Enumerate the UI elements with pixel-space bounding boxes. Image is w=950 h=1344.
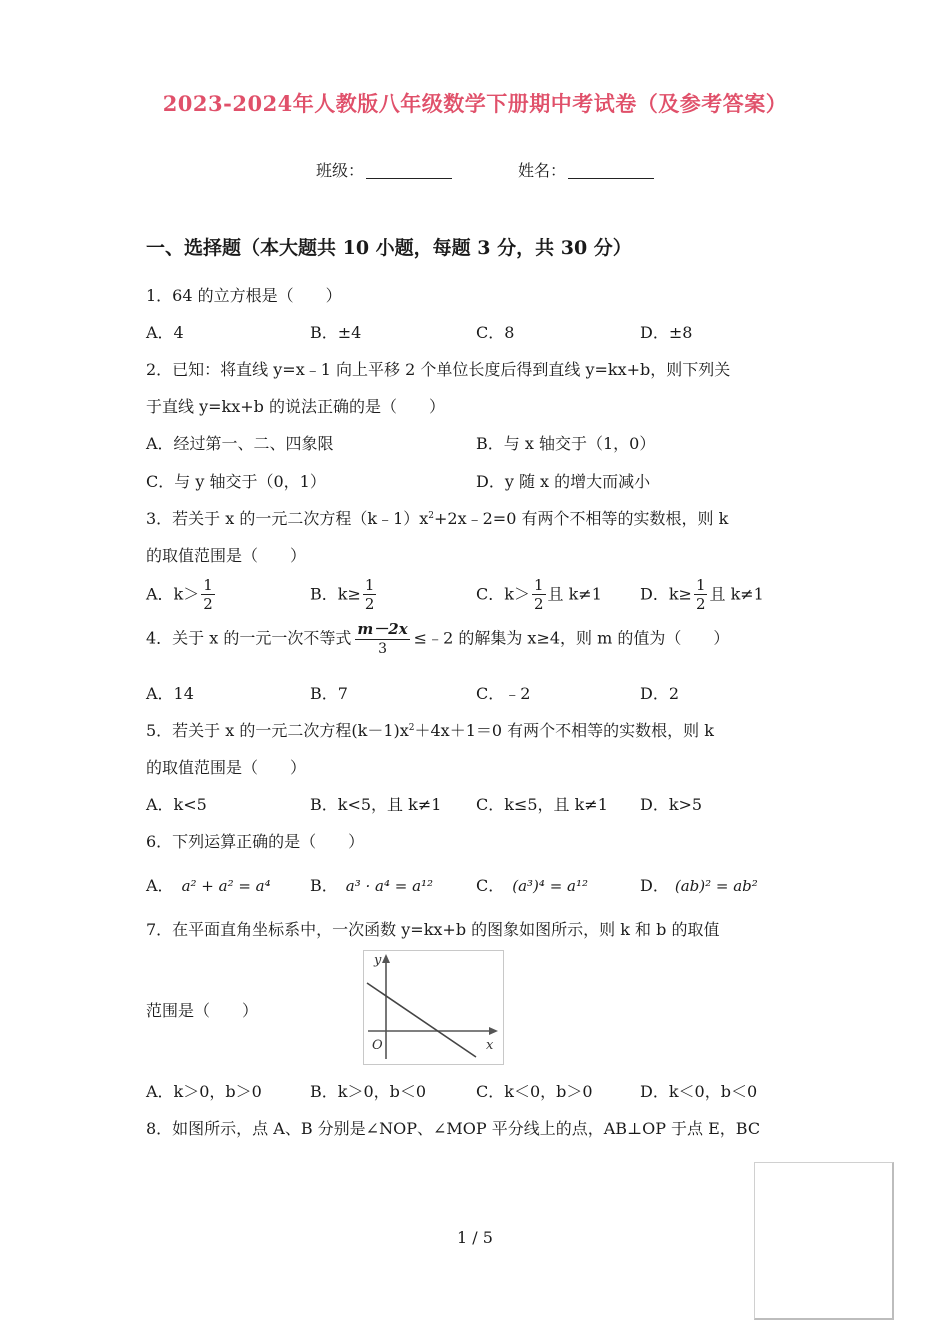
frac-num: 1	[533, 576, 544, 594]
q6-c-expr: (a³)⁴ = a¹²	[512, 877, 588, 895]
q5-option-c: C．k≤5，且 k≠1	[476, 795, 608, 814]
q7-graph	[363, 950, 504, 1065]
name-field	[518, 158, 654, 181]
page-number: 1 / 5	[457, 1228, 493, 1247]
q6-a-expr: a² + a² = a⁴	[181, 877, 271, 895]
q7-option-d: D．k＜0，b＜0	[640, 1082, 758, 1101]
name-label: 姓名：	[518, 161, 567, 180]
q1-option-c: C．8	[476, 323, 515, 342]
frac-den: 2	[695, 595, 706, 613]
q3-option-a	[146, 578, 217, 612]
q2-option-a: A．经过第一、二、四象限	[146, 434, 334, 453]
q6-option-b	[310, 873, 433, 896]
class-blank	[366, 160, 452, 179]
q5-sup: 2	[408, 723, 415, 733]
class-label: 班级：	[316, 161, 365, 180]
q7-option-a: A．k＞0，b＞0	[146, 1082, 262, 1101]
class-field	[316, 158, 452, 181]
q3-c-fraction	[532, 578, 546, 612]
q3-c-post: 且 k≠1	[547, 584, 602, 604]
q4-frac-den: 3	[378, 641, 387, 657]
frac-num: 1	[203, 576, 213, 594]
q4-option-c: C．﹣2	[476, 684, 531, 703]
q3-a-text: A．k＞	[146, 584, 200, 604]
page-title: 2023-2024年人教版八年级数学下册期中考试卷（及参考答案）	[162, 91, 788, 116]
q3-option-c	[476, 578, 602, 612]
q4-stem	[146, 622, 729, 656]
frac-den: 2	[364, 595, 375, 613]
origin-label: O	[372, 1038, 383, 1053]
q7-option-b: B．k＞0，b＜0	[310, 1082, 427, 1101]
side-box	[754, 1162, 894, 1320]
q1-option-d: D．±8	[640, 323, 693, 342]
y-axis-arrow	[382, 954, 390, 963]
q5-option-b: B．k<5，且 k≠1	[310, 795, 442, 814]
q3-option-d	[640, 578, 764, 612]
q3-d-text: D．k≥	[640, 584, 692, 604]
frac-num: 1	[695, 576, 706, 594]
frac-num: 1	[364, 576, 375, 594]
q7-option-c: C．k＜0，b＞0	[476, 1082, 593, 1101]
q4-option-d: D．2	[640, 684, 680, 703]
section-heading: 一、选择题（本大题共 10 小题，每题 3 分，共 30 分）	[146, 237, 632, 259]
name-blank	[568, 160, 654, 179]
q3-d-fraction	[694, 578, 708, 612]
q6-option-d	[640, 873, 758, 896]
q6-a-label: A．	[146, 876, 174, 895]
frac-den: 2	[533, 595, 544, 613]
q3-line1-pre: 3．若关于 x 的一元二次方程（k﹣1）x	[146, 509, 429, 528]
q5-option-a: A．k<5	[146, 795, 207, 814]
q7-graph-svg	[364, 951, 503, 1064]
q4-pre: 4．关于 x 的一元一次不等式	[146, 628, 352, 648]
q7-line2: 范围是（ ）	[146, 1001, 259, 1020]
q1-option-a: A．4	[146, 323, 184, 342]
q6-b-label: B．	[310, 876, 338, 895]
q5-option-d: D．k>5	[640, 795, 703, 814]
function-line	[367, 983, 476, 1057]
q2-line2: 于直线 y=kx+b 的说法正确的是（ ）	[146, 397, 445, 416]
frac-den: 2	[203, 595, 213, 613]
q3-a-fraction	[201, 578, 215, 612]
q5-line1	[146, 718, 714, 741]
x-label: x	[486, 1038, 494, 1053]
y-label: y	[374, 953, 382, 968]
q4-frac-num: m－2x	[357, 620, 408, 638]
q6-option-c	[476, 873, 588, 896]
q8-line1: 8．如图所示，点 A、B 分别是∠NOP、∠MOP 平分线上的点，AB⊥OP 于点 E，BC	[146, 1119, 761, 1138]
q5-line1-pre: 5．若关于 x 的一元二次方程(k－1)x	[146, 721, 409, 740]
q1-option-b: B．±4	[310, 323, 362, 342]
q6-stem: 6．下列运算正确的是（ ）	[146, 832, 365, 851]
q6-d-expr: (ab)² = ab²	[674, 877, 758, 895]
q3-d-post: 且 k≠1	[709, 584, 764, 604]
q2-line1: 2．已知：将直线 y=x﹣1 向上平移 2 个单位长度后得到直线 y=kx+b，则下列关	[146, 360, 731, 379]
q3-line1	[146, 506, 728, 529]
q3-line2: 的取值范围是（ ）	[146, 546, 307, 565]
q6-b-expr: a³ · a⁴ = a¹²	[345, 877, 434, 895]
q5-line1-post: ＋4x＋1＝0 有两个不相等的实数根，则 k	[414, 721, 714, 740]
q3-c-text: C．k＞	[476, 584, 530, 604]
q3-b-text: B．k≥	[310, 584, 361, 604]
q2-option-b: B．与 x 轴交于（1，0）	[476, 434, 656, 453]
q3-option-b	[310, 578, 378, 612]
q5-line2: 的取值范围是（ ）	[146, 758, 307, 777]
q4-fraction	[355, 622, 409, 656]
q6-d-label: D．	[640, 876, 669, 895]
q4-post: ≤﹣2 的解集为 x≥4，则 m 的值为（ ）	[413, 628, 730, 648]
q3-sup: 2	[428, 511, 435, 521]
q4-option-a: A．14	[146, 684, 194, 703]
x-axis-arrow	[489, 1027, 498, 1035]
q3-line1-post: +2x﹣2=0 有两个不相等的实数根，则 k	[434, 509, 729, 528]
q1-stem: 1．64 的立方根是（ ）	[146, 286, 342, 305]
q6-option-a	[146, 873, 271, 896]
q4-option-b: B．7	[310, 684, 348, 703]
q7-line1: 7．在平面直角坐标系中，一次函数 y=kx+b 的图象如图所示，则 k 和 b 的取值	[146, 920, 720, 939]
q3-b-fraction	[363, 578, 377, 612]
q2-option-c: C．与 y 轴交于（0，1）	[146, 472, 326, 491]
q2-option-d: D．y 随 x 的增大而减小	[476, 472, 651, 491]
q6-c-label: C．	[476, 876, 505, 895]
